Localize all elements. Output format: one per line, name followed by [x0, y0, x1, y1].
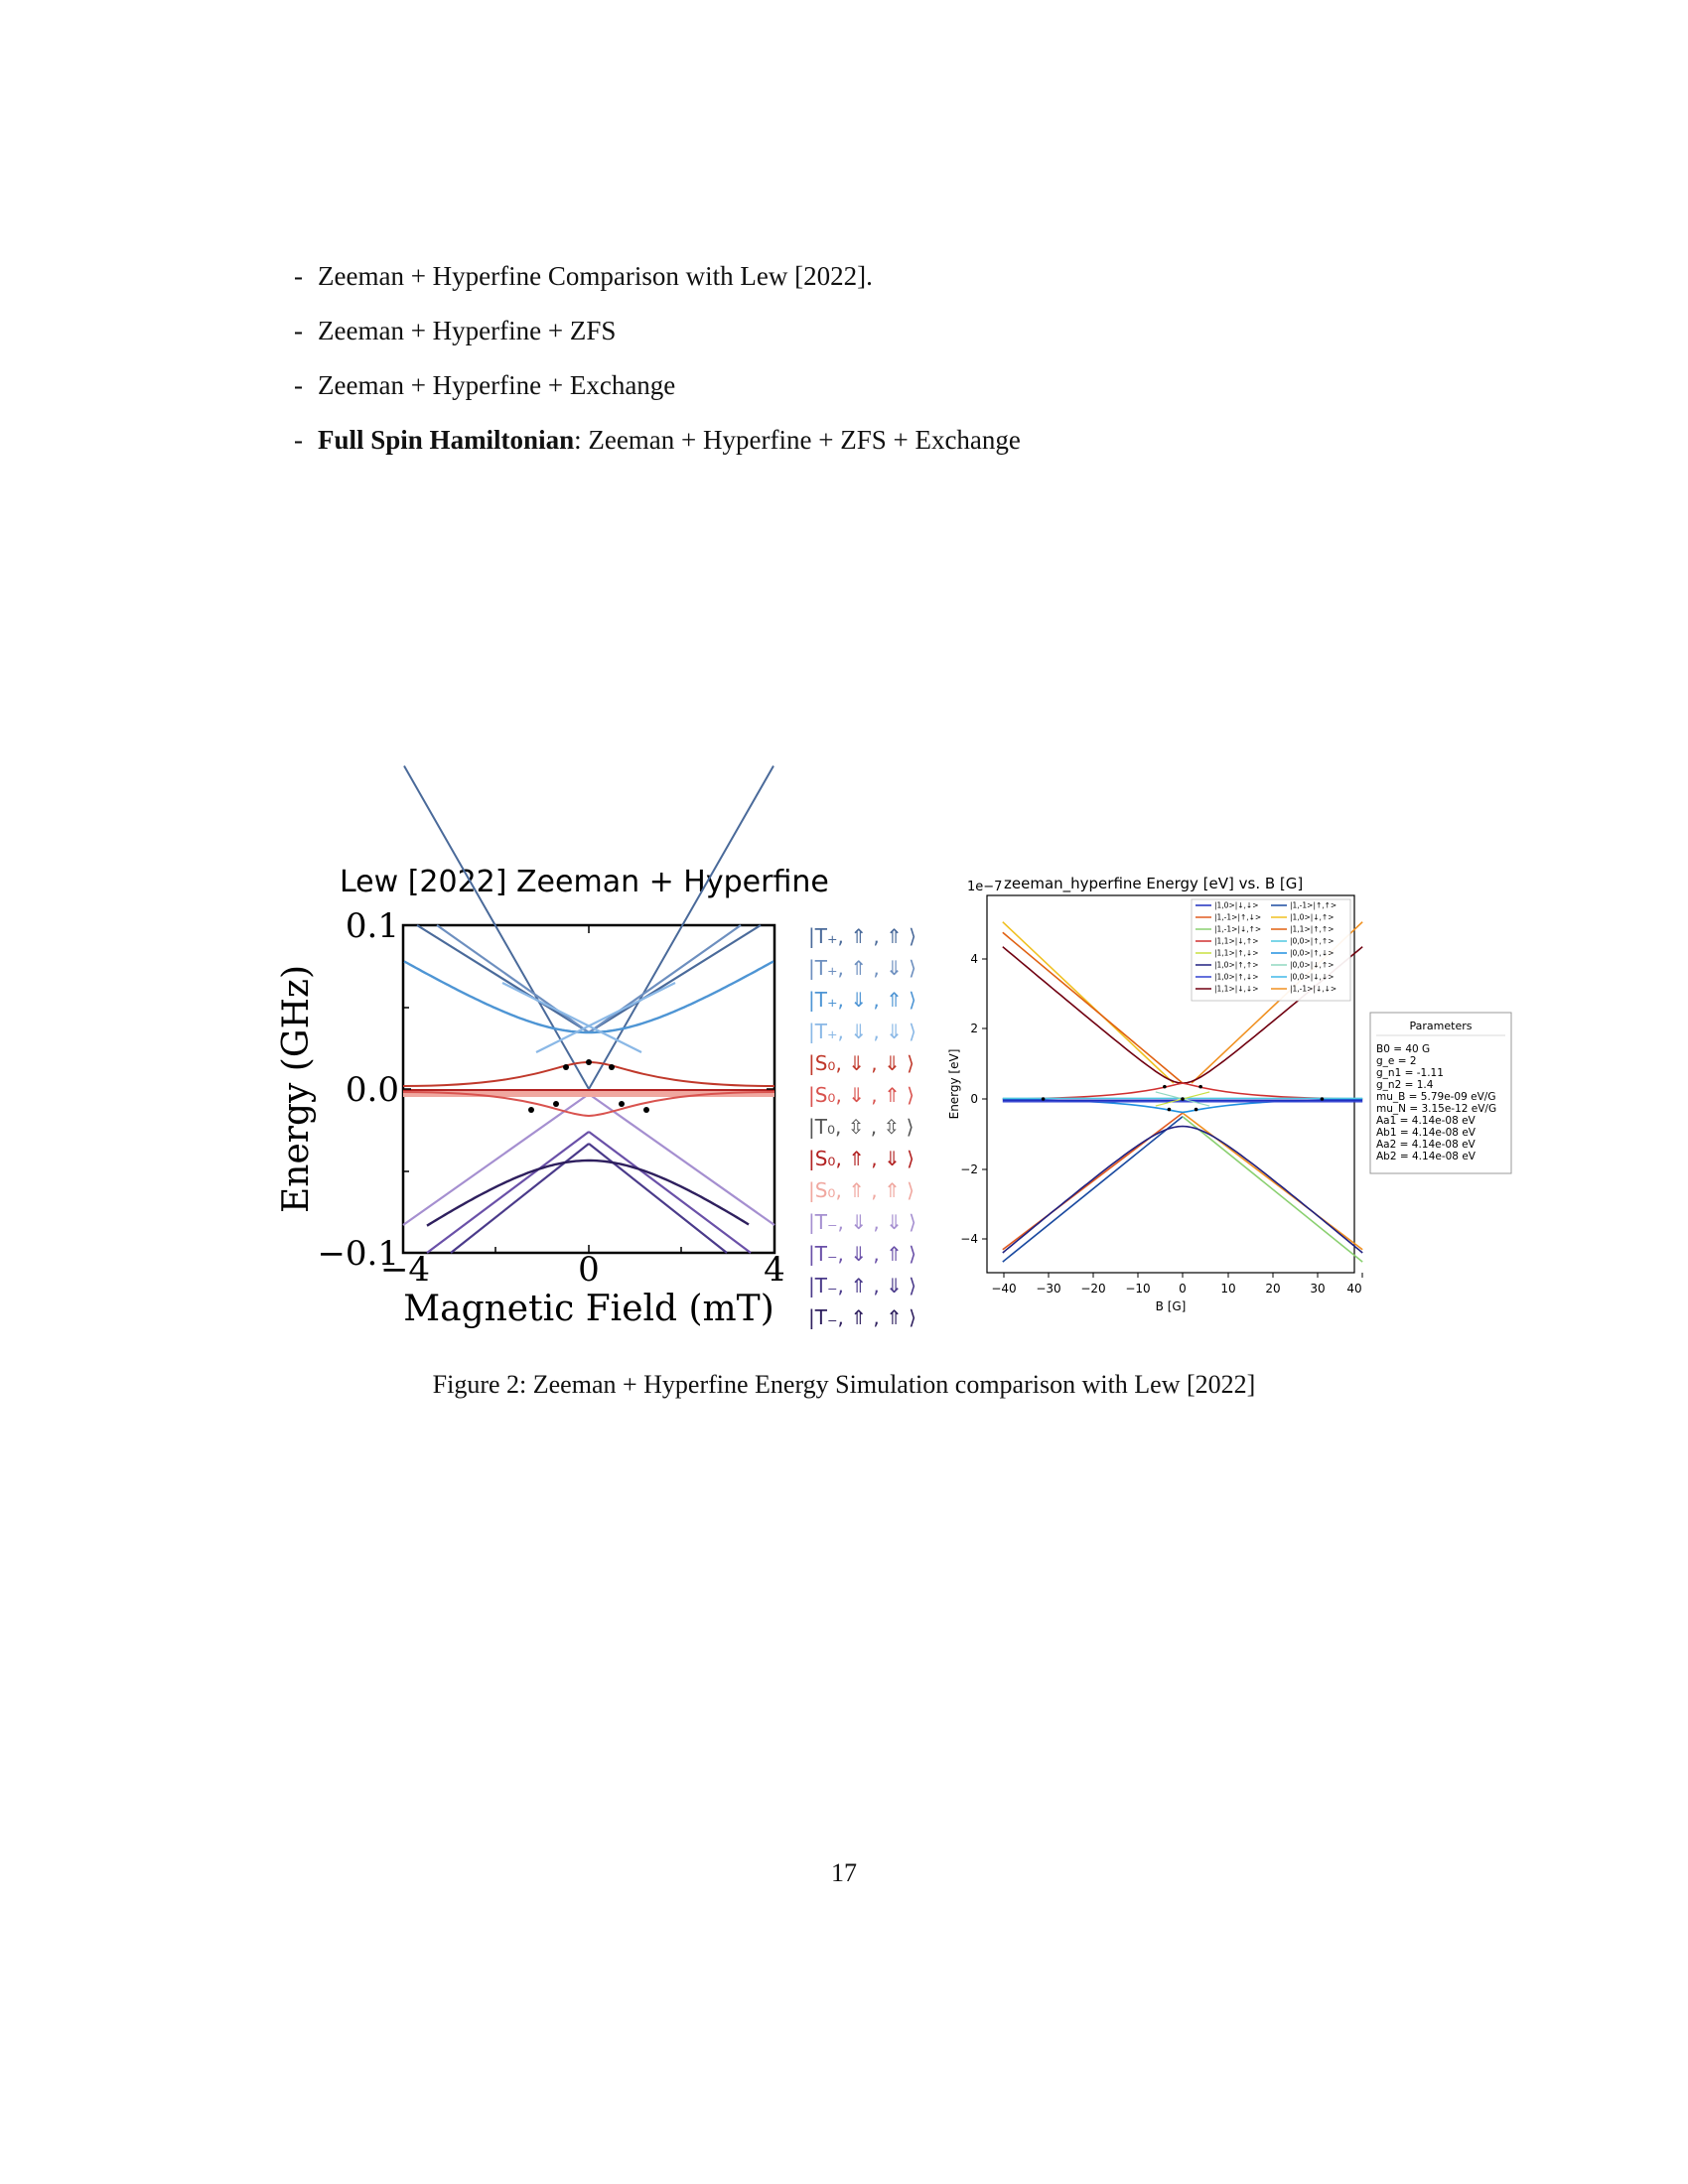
left-ytick-label: 0.1	[345, 906, 399, 946]
right-ytick-label: −4	[960, 1232, 978, 1246]
parameter-line: B0 = 40 G	[1376, 1043, 1431, 1055]
right-xlabel: B [G]	[1155, 1299, 1187, 1313]
bullet-item	[294, 422, 1436, 477]
left-legend-item: |S₀, ⇓ , ⇓ ⟩	[808, 1051, 914, 1075]
curve	[1003, 1083, 1362, 1099]
right-xtick-label: 20	[1265, 1282, 1281, 1296]
crossing-dot	[1195, 1108, 1198, 1112]
bullet-list	[294, 258, 1436, 477]
parameter-line: g_n2 = 1.4	[1376, 1079, 1434, 1091]
right-xtick-label: 30	[1310, 1282, 1326, 1296]
bullet-text: : Zeeman + Hyperfine + ZFS + Exchange	[574, 425, 1021, 455]
left-ytick-label: 0.0	[345, 1070, 399, 1110]
parameter-line: Aa1 = 4.14e-08 eV	[1376, 1115, 1476, 1127]
left-ytick-label: −0.1	[317, 1234, 399, 1274]
crossing-dot	[1168, 1108, 1172, 1112]
crossing-dot	[1321, 1097, 1325, 1101]
right-ytick-label: −2	[960, 1162, 978, 1176]
bullet-dash: -	[294, 261, 303, 291]
curve	[589, 925, 761, 1032]
curve	[502, 983, 641, 1052]
curve	[404, 961, 774, 1032]
curve	[1003, 1117, 1183, 1262]
right-legend-item: |0,0>|↓,↑>	[1290, 960, 1335, 970]
right-xtick-label: 40	[1346, 1282, 1362, 1296]
bullet-text: Zeeman + Hyperfine + ZFS	[318, 316, 617, 345]
right-legend-item: |0,0>|↑,↑>	[1290, 936, 1335, 946]
curve	[451, 1144, 589, 1253]
right-legend-item: |1,0>|↓,↑>	[1290, 912, 1335, 922]
right-legend-item: |1,-1>|↓,↓>	[1290, 984, 1337, 994]
right-ytick-label: 0	[970, 1092, 978, 1106]
left-legend-item: |T₊, ⇓ , ⇑ ⟩	[808, 988, 916, 1012]
crossing-dot	[553, 1101, 559, 1107]
left-legend-item: |T₋, ⇓ , ⇑ ⟩	[808, 1242, 916, 1266]
bullet-text: Zeeman + Hyperfine + Exchange	[318, 370, 676, 400]
crossing-dot	[643, 1107, 649, 1113]
left-legend-item: |T₊, ⇑ , ⇓ ⟩	[808, 956, 916, 980]
bullet-item	[294, 367, 1436, 422]
left-ylabel: Energy (GHz)	[276, 964, 317, 1214]
left-legend-item: |T₊, ⇑ , ⇑ ⟩	[808, 924, 916, 948]
crossing-dot	[586, 1059, 592, 1065]
right-legend-item: |1,0>|↑,↑>	[1214, 960, 1259, 970]
right-legend-item: |1,1>|↓,↓>	[1214, 984, 1259, 994]
left-legend-item: |S₀, ⇑ , ⇓ ⟩	[808, 1147, 914, 1170]
crossing-dot	[619, 1101, 625, 1107]
right-ylabel: Energy [eV]	[947, 1048, 961, 1120]
figure-caption: Figure 2: Zeeman + Hyperfine Energy Simulation comparison with Lew [2022]	[432, 1370, 1256, 1399]
right-legend-item: |1,0>|↑,↓>	[1214, 972, 1259, 982]
parameter-line: Ab1 = 4.14e-08 eV	[1376, 1127, 1476, 1139]
bullet-bold: Full Spin Hamiltonian	[318, 425, 575, 455]
left-plot	[276, 766, 916, 1330]
right-legend-item: |0,0>|↑,↓>	[1290, 948, 1335, 958]
curve	[589, 1094, 774, 1225]
page-number: 17	[831, 1858, 857, 1887]
left-legend-item: |S₀, ⇓ , ⇑ ⟩	[808, 1083, 914, 1107]
crossing-dot	[563, 1064, 569, 1070]
curve	[1003, 932, 1183, 1083]
left-legend-item: |T₋, ⇑ , ⇑ ⟩	[808, 1305, 916, 1329]
right-legend-item: |1,1>|↑,↓>	[1214, 948, 1259, 958]
left-xtick-label: 0	[578, 1250, 600, 1290]
parameter-line: mu_B = 5.79e-09 eV/G	[1376, 1091, 1496, 1103]
parameter-line: g_e = 2	[1376, 1055, 1417, 1067]
right-legend-item: |1,-1>|↓,↑>	[1214, 924, 1262, 934]
curve	[1003, 1127, 1362, 1254]
left-curves	[403, 766, 774, 1254]
crossing-dot	[609, 1064, 615, 1070]
right-scale-label: 1e−7	[967, 880, 1003, 894]
right-xtick-label: −20	[1080, 1282, 1106, 1296]
left-legend-item: |S₀, ⇑ , ⇑ ⟩	[808, 1178, 914, 1202]
left-xlabel: Magnetic Field (mT)	[403, 1289, 774, 1329]
right-ytick-label: 2	[970, 1022, 978, 1035]
left-xtick-label: 4	[764, 1250, 785, 1290]
left-legend-item: |T₋, ⇑ , ⇓ ⟩	[808, 1274, 916, 1297]
left-xtick-label: −4	[379, 1250, 431, 1290]
curve	[1003, 922, 1174, 1083]
bullet-text: Zeeman + Hyperfine Comparison with Lew [2022].	[318, 261, 873, 291]
crossing-dot	[1198, 1085, 1202, 1089]
parameter-line: mu_N = 3.15e-12 eV/G	[1376, 1103, 1497, 1115]
parameters-title: Parameters	[1409, 1020, 1473, 1032]
right-xtick-label: −30	[1036, 1282, 1061, 1296]
crossing-dot	[528, 1107, 534, 1113]
curve	[417, 925, 589, 1032]
crossing-dot	[1163, 1085, 1167, 1089]
right-plot-title: zeeman_hyperfine Energy [eV] vs. B [G]	[1004, 875, 1304, 892]
right-xtick-label: 10	[1220, 1282, 1236, 1296]
bullet-dash: -	[294, 370, 303, 400]
right-legend-item: |1,1>|↓,↑>	[1214, 936, 1259, 946]
left-legend-item: |T₊, ⇓ , ⇓ ⟩	[808, 1020, 916, 1043]
figure-svg	[276, 864, 1497, 1350]
crossing-dot	[1042, 1097, 1046, 1101]
figure-2	[276, 864, 1497, 1350]
right-legend-item: |1,0>|↓,↓>	[1214, 900, 1259, 910]
right-plot	[947, 875, 1511, 1313]
bullet-dash: -	[294, 425, 303, 455]
bullet-dash: -	[294, 316, 303, 345]
left-plot-title: Lew [2022] Zeeman + Hyperfine	[340, 865, 829, 899]
left-legend-item: |T₀, ⇳ , ⇳ ⟩	[808, 1115, 914, 1139]
bullet-item	[294, 258, 1436, 313]
parameter-line: Aa2 = 4.14e-08 eV	[1376, 1139, 1476, 1151]
right-ytick-label: 4	[970, 952, 978, 966]
right-xtick-label: −40	[991, 1282, 1017, 1296]
curve	[403, 1062, 774, 1086]
curve	[589, 1144, 727, 1253]
parameter-line: Ab2 = 4.14e-08 eV	[1376, 1151, 1476, 1162]
bullet-item	[294, 313, 1436, 367]
curve	[1003, 1113, 1183, 1250]
right-legend-item: |1,1>|↑,↑>	[1290, 924, 1335, 934]
right-xtick-label: −10	[1125, 1282, 1151, 1296]
curve	[403, 1094, 589, 1225]
right-legend-item: |0,0>|↓,↓>	[1290, 972, 1335, 982]
parameter-line: g_n1 = -1.11	[1376, 1067, 1444, 1079]
curve	[1183, 1117, 1362, 1262]
right-legend-item: |1,-1>|↑,↑>	[1290, 900, 1337, 910]
curve	[1183, 1113, 1362, 1250]
left-legend-item: |T₋, ⇓ , ⇓ ⟩	[808, 1210, 916, 1234]
right-legend-item: |1,-1>|↑,↓>	[1214, 912, 1262, 922]
crossing-dot	[1181, 1097, 1185, 1101]
right-xtick-label: 0	[1179, 1282, 1187, 1296]
curve	[536, 983, 675, 1052]
